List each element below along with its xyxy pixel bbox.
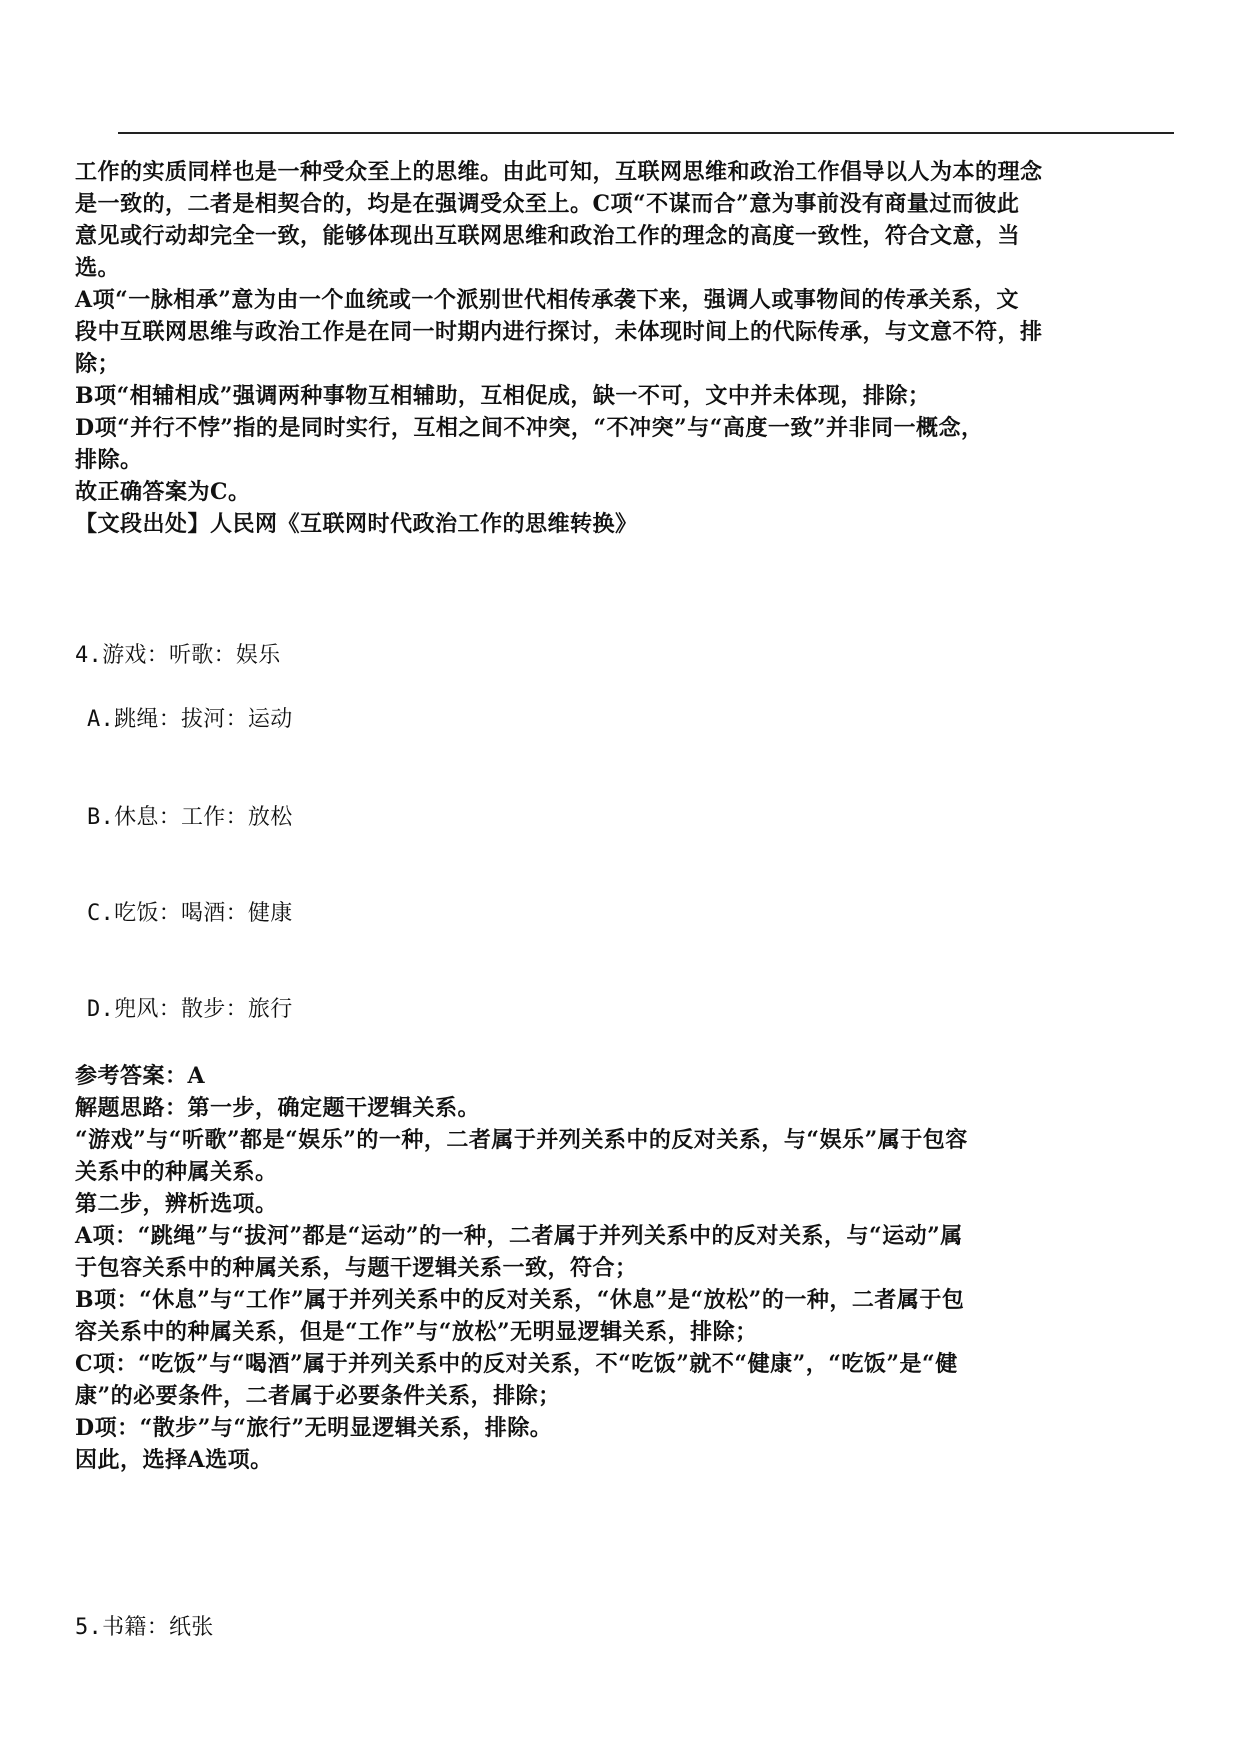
question-4-option-b: B.休息：工作：放松 [87,805,293,830]
explanation-line-4: 选。 [75,255,121,281]
question-4-stem: 4.游戏：听歌：娱乐 [75,643,281,668]
question-4-option-a: A.跳绳：拔河：运动 [87,707,293,732]
question-5-stem: 5.书籍：纸张 [75,1615,214,1640]
analysis-line-8: 容关系中的种属关系，但是“工作”与“放松”无明显逻辑关系，排除； [75,1319,758,1345]
question-4-option-c: C.吃饭：喝酒：健康 [87,901,293,926]
explanation-line-7: 除； [75,351,121,377]
explanation-line-2: 是一致的，二者是相契合的，均是在强调受众至上。C项“不谋而合”意为事前没有商量过而彼此 [75,191,1020,217]
analysis-conclusion: 因此，选择A选项。 [75,1447,273,1473]
analysis-line-10: 康”的必要条件，二者属于必要条件关系，排除； [75,1383,561,1409]
question-4-answer: 参考答案：A [75,1063,206,1089]
analysis-line-9: C项：“吃饭”与“喝酒”属于并列关系中的反对关系，不“吃饭”就不“健康”，“吃饭”是“健 [75,1351,958,1377]
explanation-line-5: A项“一脉相承”意为由一个血统或一个派别世代相传承袭下来，强调人或事物间的传承关系，文 [75,287,1019,313]
analysis-line-2: “游戏”与“听歌”都是“娱乐”的一种，二者属于并列关系中的反对关系，与“娱乐”属于包容 [75,1127,968,1153]
source-citation: 【文段出处】人民网《互联网时代政治工作的思维转换》 [75,511,638,537]
explanation-line-8: B项“相辅相成”强调两种事物互相辅助，互相促成，缺一不可，文中并未体现，排除； [75,383,931,409]
analysis-line-1: 解题思路：第一步，确定题干逻辑关系。 [75,1095,481,1121]
explanation-line-1: 工作的实质同样也是一种受众至上的思维。由此可知，互联网思维和政治工作倡导以人为本的理念 [75,159,1043,185]
analysis-line-11: D项：“散步”与“旅行”无明显逻辑关系，排除。 [75,1415,553,1441]
analysis-line-6: 于包容关系中的种属关系，与题干逻辑关系一致，符合； [75,1255,638,1281]
analysis-line-7: B项：“休息”与“工作”属于并列关系中的反对关系，“休息”是“放松”的一种，二者属于包 [75,1287,965,1313]
explanation-line-10: 排除。 [75,447,143,473]
explanation-line-6: 段中互联网思维与政治工作是在同一时期内进行探讨，未体现时间上的代际传承，与文意不符，排 [75,319,1043,345]
explanation-line-3: 意见或行动却完全一致，能够体现出互联网思维和政治工作的理念的高度一致性，符合文意，当 [75,223,1021,249]
explanation-conclusion: 故正确答案为C。 [75,479,251,505]
analysis-line-4: 第二步，辨析选项。 [75,1191,278,1217]
analysis-line-3: 关系中的种属关系。 [75,1159,278,1185]
explanation-line-9: D项“并行不悖”指的是同时实行，互相之间不冲突，“不冲突”与“高度一致”并非同一概念， [75,415,984,441]
header-rule [118,132,1174,134]
question-4-option-d: D.兜风：散步：旅行 [87,997,293,1022]
analysis-line-5: A项：“跳绳”与“拔河”都是“运动”的一种，二者属于并列关系中的反对关系，与“运动”属 [75,1223,963,1249]
